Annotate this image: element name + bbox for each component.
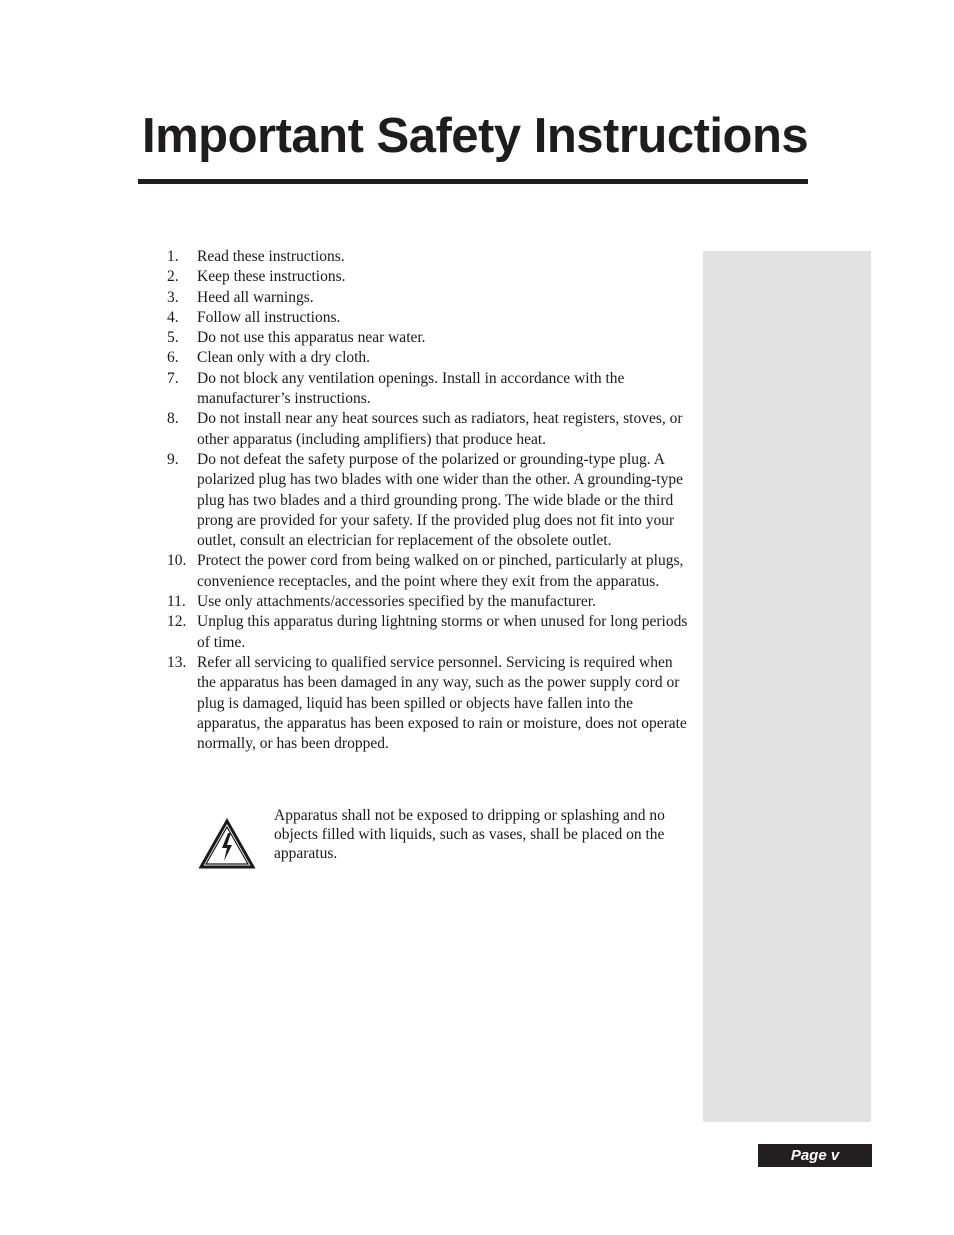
- item-text: Refer all servicing to qualified service personnel. Servicing is required when the apparatus has been damaged in any way, such as the power supply cord or plug is damaged, liquid has been spilled or objects have fallen into the apparatus, the apparatus has been exposed to rain or moisture, does not operate normally, or has been dropped.: [197, 653, 687, 753]
- item-number: 3.: [167, 288, 179, 306]
- item-text: Do not block any ventilation openings. Install in accordance with the manufacturer’s instructions.: [197, 369, 625, 408]
- list-item: [167, 612, 689, 653]
- list-item: [167, 247, 689, 267]
- electrical-hazard-icon: [198, 818, 256, 870]
- item-number: 4.: [167, 308, 179, 326]
- item-number: 2.: [167, 268, 179, 286]
- item-text: Heed all warnings.: [197, 288, 314, 306]
- list-item: [167, 267, 689, 287]
- list-item: [167, 288, 689, 308]
- list-item: [167, 308, 689, 328]
- title-divider: [138, 179, 808, 184]
- side-margin-panel: [703, 251, 871, 1122]
- list-item: [167, 328, 689, 348]
- item-number: 6.: [167, 349, 179, 367]
- page-number: Page v: [758, 1144, 872, 1167]
- item-text: Use only attachments/accessories specified by the manufacturer.: [197, 593, 596, 611]
- item-text: Protect the power cord from being walked on or pinched, particularly at plugs, convenience receptacles, and the point where they exit from the apparatus.: [197, 552, 684, 590]
- item-text: Clean only with a dry cloth.: [197, 349, 371, 367]
- item-number: 8.: [167, 410, 179, 428]
- item-text: Do not install near any heat sources such as radiators, heat registers, stoves, or other apparatus (including amplifiers) that produce heat.: [197, 410, 683, 448]
- page-title: Important Safety Instructions: [142, 109, 809, 163]
- list-item: [167, 450, 689, 551]
- item-text: Do not use this apparatus near water.: [197, 329, 426, 347]
- item-number: 1.: [167, 248, 179, 265]
- list-item: [167, 653, 689, 754]
- list-item: [167, 551, 689, 592]
- item-text: Follow all instructions.: [197, 308, 341, 326]
- item-text: Unplug this apparatus during lightning storms or when unused for long periods of time.: [197, 613, 688, 651]
- list-item: [167, 409, 689, 450]
- item-number: 9.: [167, 450, 179, 468]
- list-item: [167, 369, 689, 410]
- item-text: Read these instructions.: [197, 248, 345, 265]
- liquid-warning: [196, 806, 690, 872]
- item-number: 11.: [167, 593, 186, 611]
- item-number: 12.: [167, 613, 187, 631]
- item-number: 7.: [167, 369, 179, 387]
- item-number: 13.: [167, 653, 187, 671]
- item-text: Do not defeat the safety purpose of the polarized or grounding-type plug. A polarized plug has two blades with one wider than the other. A grounding-type plug has two blades and a third grounding prong. The wide blade or the third prong are provided for your safety. If the provided plug does not fit into your outlet, consult an electrician for replacement of the obsolete outlet.: [197, 450, 683, 550]
- instruction-list: [167, 247, 689, 754]
- warning-text: Apparatus shall not be exposed to dripping or splashing and no objects filled with liquids, such as vases, shall be placed on the apparatus.: [274, 807, 665, 862]
- list-item: [167, 592, 689, 612]
- item-text: Keep these instructions.: [197, 268, 346, 286]
- item-number: 5.: [167, 329, 179, 347]
- item-number: 10.: [167, 552, 187, 570]
- list-item: [167, 348, 689, 368]
